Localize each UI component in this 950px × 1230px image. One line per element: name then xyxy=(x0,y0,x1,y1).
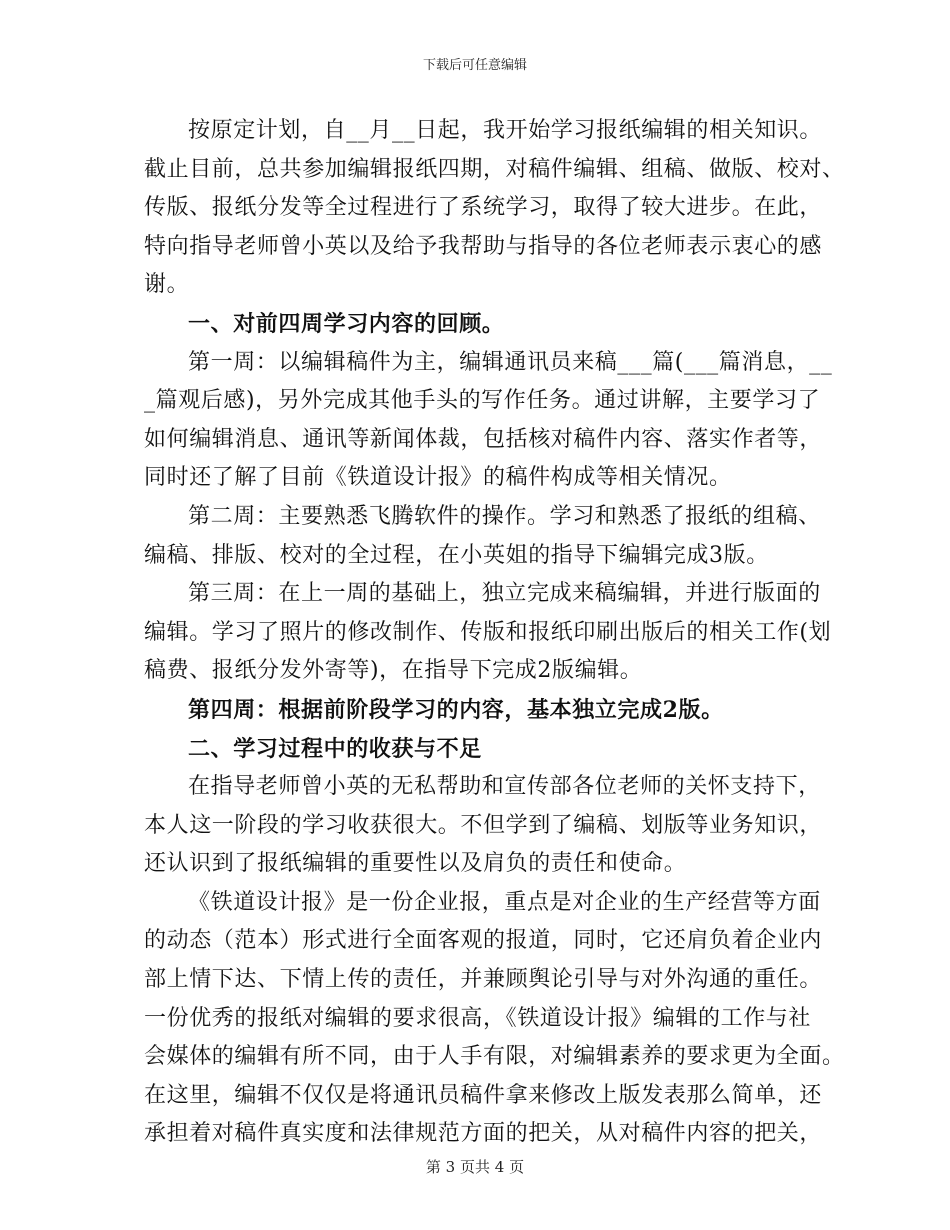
paragraph-line: 第一周：以编辑稿件为主，编辑通讯员来稿___篇(___篇消息，__ xyxy=(188,349,833,375)
paragraph-line: 传版、报纸分发等全过程进行了系统学习，取得了较大进步。在此， xyxy=(144,195,823,221)
paragraph-line: 一份优秀的报纸对编辑的要求很高，《铁道设计报》编辑的工作与社 xyxy=(144,1005,812,1031)
paragraph-line: 承担着对稿件真实度和法律规范方面的把关，从对稿件内容的把关， xyxy=(144,1121,823,1147)
paragraph-line: 第二周：主要熟悉飞腾软件的操作。学习和熟悉了报纸的组稿、 xyxy=(188,503,821,529)
paragraph-line: 部上情下达、下情上传的责任，并兼顾舆论引导与对外沟通的重任。 xyxy=(144,967,823,993)
paragraph-line: 特向指导老师曾小英以及给予我帮助与指导的各位老师表示衷心的感 xyxy=(144,233,823,259)
paragraph-line: 会媒体的编辑有所不同，由于人手有限，对编辑素养的要求更为全面。 xyxy=(144,1044,845,1070)
paragraph-line: 《铁道设计报》是一份企业报，重点是对企业的生产经营等方面 xyxy=(188,889,821,915)
paragraph-line: 同时还了解了目前《铁道设计报》的稿件构成等相关情况。 xyxy=(144,465,732,491)
page-footer: 第 3 页共 4 页 xyxy=(425,1158,525,1176)
document-body xyxy=(144,112,845,1154)
section-heading-line: 一、对前四周学习内容的回顾。 xyxy=(188,310,505,337)
page-header: 下载后可任意编辑 xyxy=(422,58,527,73)
paragraph-line: 谢。 xyxy=(144,272,190,298)
paragraph-line: 按原定计划，自__月__日起，我开始学习报纸编辑的相关知识。 xyxy=(188,118,823,143)
paragraph-line: 本人这一阶段的学习收获很大。不但学到了编稿、划版等业务知识， xyxy=(144,812,823,838)
paragraph-line: 第三周：在上一周的基础上，独立完成来稿编辑，并进行版面的 xyxy=(188,581,821,607)
paragraph-line: 截止目前，总共参加编辑报纸四期，对稿件编辑、组稿、做版、校对、 xyxy=(144,156,845,182)
paragraph-line: 在这里，编辑不仅仅是将通讯员稿件拿来修改上版发表那么简单，还 xyxy=(144,1082,823,1108)
paragraph-line: 稿费、报纸分发外寄等)，在指导下完成2版编辑。 xyxy=(144,658,643,684)
paragraph-line: 编稿、排版、校对的全过程，在小英姐的指导下编辑完成3版。 xyxy=(144,542,769,568)
paragraph-line: 的动态（范本）形式进行全面客观的报道，同时，它还肩负着企业内 xyxy=(144,928,823,954)
paragraph-line: 如何编辑消息、通讯等新闻体裁，包括核对稿件内容、落实作者等， xyxy=(144,426,823,452)
paragraph-line: 在指导老师曾小英的无私帮助和宣传部各位老师的关怀支持下， xyxy=(188,774,821,800)
section-heading-line: 第四周：根据前阶段学习的内容，基本独立完成2版。 xyxy=(188,696,724,723)
paragraph-line: 编辑。学习了照片的修改制作、传版和报纸印刷出版后的相关工作(划 xyxy=(144,619,832,645)
paragraph-line: 还认识到了报纸编辑的重要性以及肩负的责任和使命。 xyxy=(144,851,687,877)
section-heading-line: 二、学习过程中的收获与不足 xyxy=(188,735,482,762)
paragraph-line: _篇观后感)，另外完成其他手头的写作任务。通过讲解，主要学习了 xyxy=(144,388,821,414)
